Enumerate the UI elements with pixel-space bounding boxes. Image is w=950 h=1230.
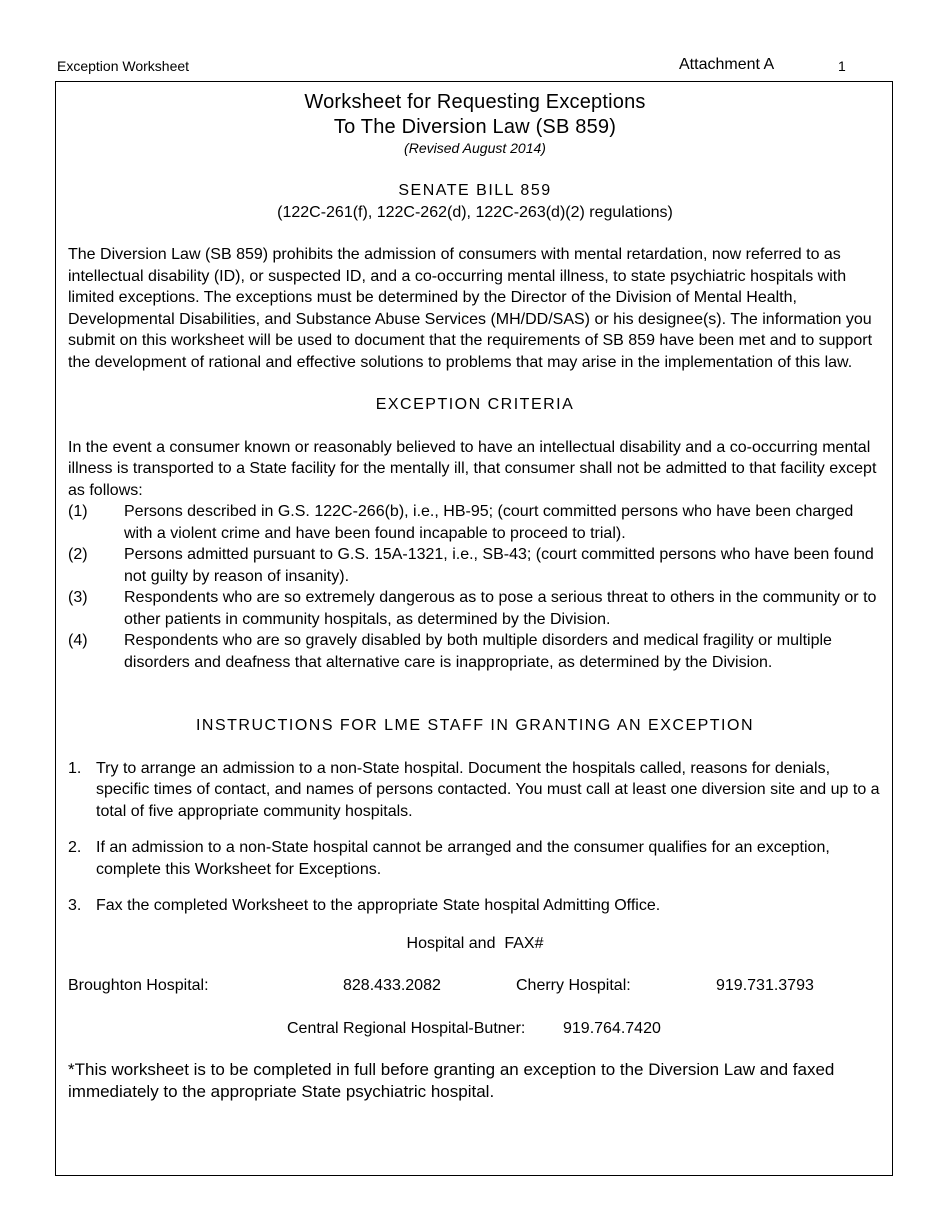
- revised-date: (Revised August 2014): [404, 140, 546, 156]
- senate-bill-regulations: (122C-261(f), 122C-262(d), 122C-263(d)(2) regulations): [277, 203, 673, 221]
- criteria-item-text: Persons admitted pursuant to G.S. 15A-1321, i.e., SB-43; (court committed persons who have been found not guilty by reason of insanity).: [124, 546, 874, 585]
- central-regional-hospital-fax: 919.764.7420: [563, 1020, 661, 1037]
- instruction-number: 3.: [68, 897, 82, 914]
- header-page-number: 1: [838, 58, 846, 74]
- criteria-item: [68, 544, 882, 587]
- criteria-item: [68, 587, 882, 630]
- instruction-number: 2.: [68, 839, 82, 856]
- worksheet-frame: [55, 81, 893, 1176]
- criteria-item: [68, 501, 882, 544]
- criteria-item-text: Respondents who are so extremely dangerous as to pose a serious threat to others in the community or to other patients in community hospitals, as determined by the Division.: [124, 589, 877, 628]
- worksheet-title-line1: Worksheet for Requesting Exceptions: [304, 91, 646, 113]
- cherry-hospital-fax: 919.731.3793: [716, 977, 814, 994]
- instruction-number: 1.: [68, 759, 82, 777]
- cherry-hospital-name: Cherry Hospital:: [516, 977, 631, 994]
- instruction-text: If an admission to a non-State hospital cannot be arranged and the consumer qualifies for an exception, complete this Worksheet for Exceptions.: [96, 839, 830, 878]
- instruction-text: Try to arrange an admission to a non-State hospital. Document the hospitals called, reasons for denials, specific times of contact, and names of persons contacted. You must call at least one diversion site and up to a total of five appropriate community hospitals.: [96, 759, 880, 820]
- instruction-item: [68, 837, 882, 880]
- criteria-item-text: Respondents who are so gravely disabled by both multiple disorders and medical fragility or multiple disorders and deafness that alternative care is inappropriate, as determined by the Division.: [124, 632, 832, 671]
- worksheet-content: [68, 90, 882, 1103]
- senate-bill-heading: SENATE BILL 859: [398, 182, 552, 199]
- completion-note: *This worksheet is to be completed in full before granting an exception to the Diversion Law and faxed immediately to the appropriate State psychiatric hospital.: [68, 1060, 835, 1101]
- intro-paragraph: The Diversion Law (SB 859) prohibits the admission of consumers with mental retardation, now referred to as intellectual disability (ID), or suspected ID, and a co-occurring mental illness, to state psychiatric hospitals with limited exceptions. The exceptions must be determined by the Director of the Division of Mental Health, Developmental Disabilities, and Substance Abuse Services (MH/DD/SAS) or his designee(s). The information you submit on this worksheet will be used to document that the requirements of SB 859 have been met and to support the development of rational and effective solutions to problems that may arise in the implementation of this law.: [68, 246, 873, 371]
- hospital-fax-heading: Hospital and FAX#: [406, 934, 544, 952]
- header-attachment-label: Attachment A: [679, 56, 775, 73]
- criteria-item-text: Persons described in G.S. 122C-266(b), i.e., HB-95; (court committed persons who have been charged with a violent crime and have been found incapable to proceed to trial).: [124, 503, 854, 542]
- header-doc-title: Exception Worksheet: [57, 58, 190, 74]
- criteria-item-number: (4): [68, 632, 88, 649]
- criteria-list: [68, 501, 882, 673]
- instructions-heading: INSTRUCTIONS FOR LME STAFF IN GRANTING AN EXCEPTION: [195, 717, 754, 734]
- instruction-item: [68, 758, 882, 823]
- criteria-item-number: (2): [68, 546, 88, 563]
- criteria-item-number: (1): [68, 503, 88, 520]
- broughton-hospital-fax: 828.433.2082: [343, 977, 441, 994]
- instruction-item: [68, 895, 882, 917]
- criteria-heading: EXCEPTION CRITERIA: [375, 396, 575, 413]
- worksheet-title-line2: To The Diversion Law (SB 859): [333, 116, 617, 138]
- hospital-row: [68, 975, 882, 997]
- criteria-item-number: (3): [68, 589, 88, 606]
- broughton-hospital-name: Broughton Hospital:: [68, 977, 209, 994]
- hospital-row: [68, 1018, 882, 1040]
- instruction-text: Fax the completed Worksheet to the appropriate State hospital Admitting Office.: [96, 897, 661, 914]
- central-regional-hospital-name: Central Regional Hospital-Butner:: [287, 1020, 526, 1037]
- criteria-intro: In the event a consumer known or reasonably believed to have an intellectual disability and a co-occurring mental illness is transported to a State facility for the mentally ill, that consumer shall not be admitted to that facility except as follows:: [68, 438, 877, 499]
- criteria-item: [68, 630, 882, 673]
